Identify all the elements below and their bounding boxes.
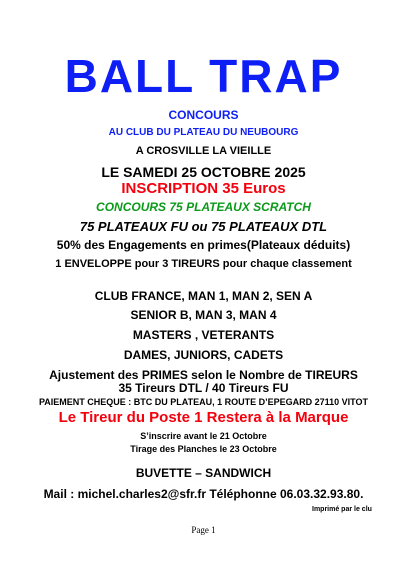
club-name: AU CLUB DU PLATEAU DU NEUBOURG: [108, 127, 299, 138]
buvette-info: BUVETTE – SANDWICH: [135, 466, 272, 480]
page-number: Page 1: [191, 525, 216, 535]
location: A CROSVILLE LA VIEILLE: [135, 145, 272, 157]
concours-heading: CONCOURS: [168, 108, 239, 122]
event-date: LE SAMEDI 25 OCTOBRE 2025: [101, 164, 306, 180]
tirage-date: Tirage des Planches le 23 Octobre: [130, 444, 277, 454]
inscription-deadline: S’inscrire avant le 21 Octobre: [140, 431, 267, 441]
ajustement-primes: Ajustement des PRIMES selon le Nombre de TIREURS: [49, 368, 358, 382]
paiement-info: PAIEMENT CHEQUE : BTC DU PLATEAU, 1 ROUTE D’EPEGARD 27110 VITOT: [38, 397, 369, 407]
category-line: MASTERS , VETERANTS: [132, 328, 275, 342]
engagements-info: 50% des Engagements en primes(Plateaux déduits): [56, 238, 351, 252]
category-line: CLUB FRANCE, MAN 1, MAN 2, SEN A: [94, 289, 313, 303]
category-line: SENIOR B, MAN 3, MAN 4: [130, 308, 277, 322]
plateaux-info: 75 PLATEAUX FU ou 75 PLATEAUX DTL: [79, 219, 328, 234]
contact-info: Mail : michel.charles2@sfr.fr Téléphonne 06.03.32.93.80.: [43, 487, 364, 501]
event-title: BALL TRAP: [64, 50, 343, 102]
category-line: DAMES, JUNIORS, CADETS: [123, 348, 284, 362]
poste-notice: Le Tireur du Poste 1 Restera à la Marque: [58, 409, 349, 426]
concours-scratch: CONCOURS 75 PLATEAUX SCRATCH: [96, 200, 311, 214]
printer-credit: Imprimé par le clu: [312, 506, 372, 513]
inscription-price: INSCRIPTION 35 Euros: [121, 180, 286, 197]
enveloppe-info: 1 ENVELOPPE pour 3 TIREURS pour chaque classement: [55, 258, 352, 270]
tireurs-count: 35 Tireurs DTL / 40 Tireurs FU: [118, 381, 289, 395]
